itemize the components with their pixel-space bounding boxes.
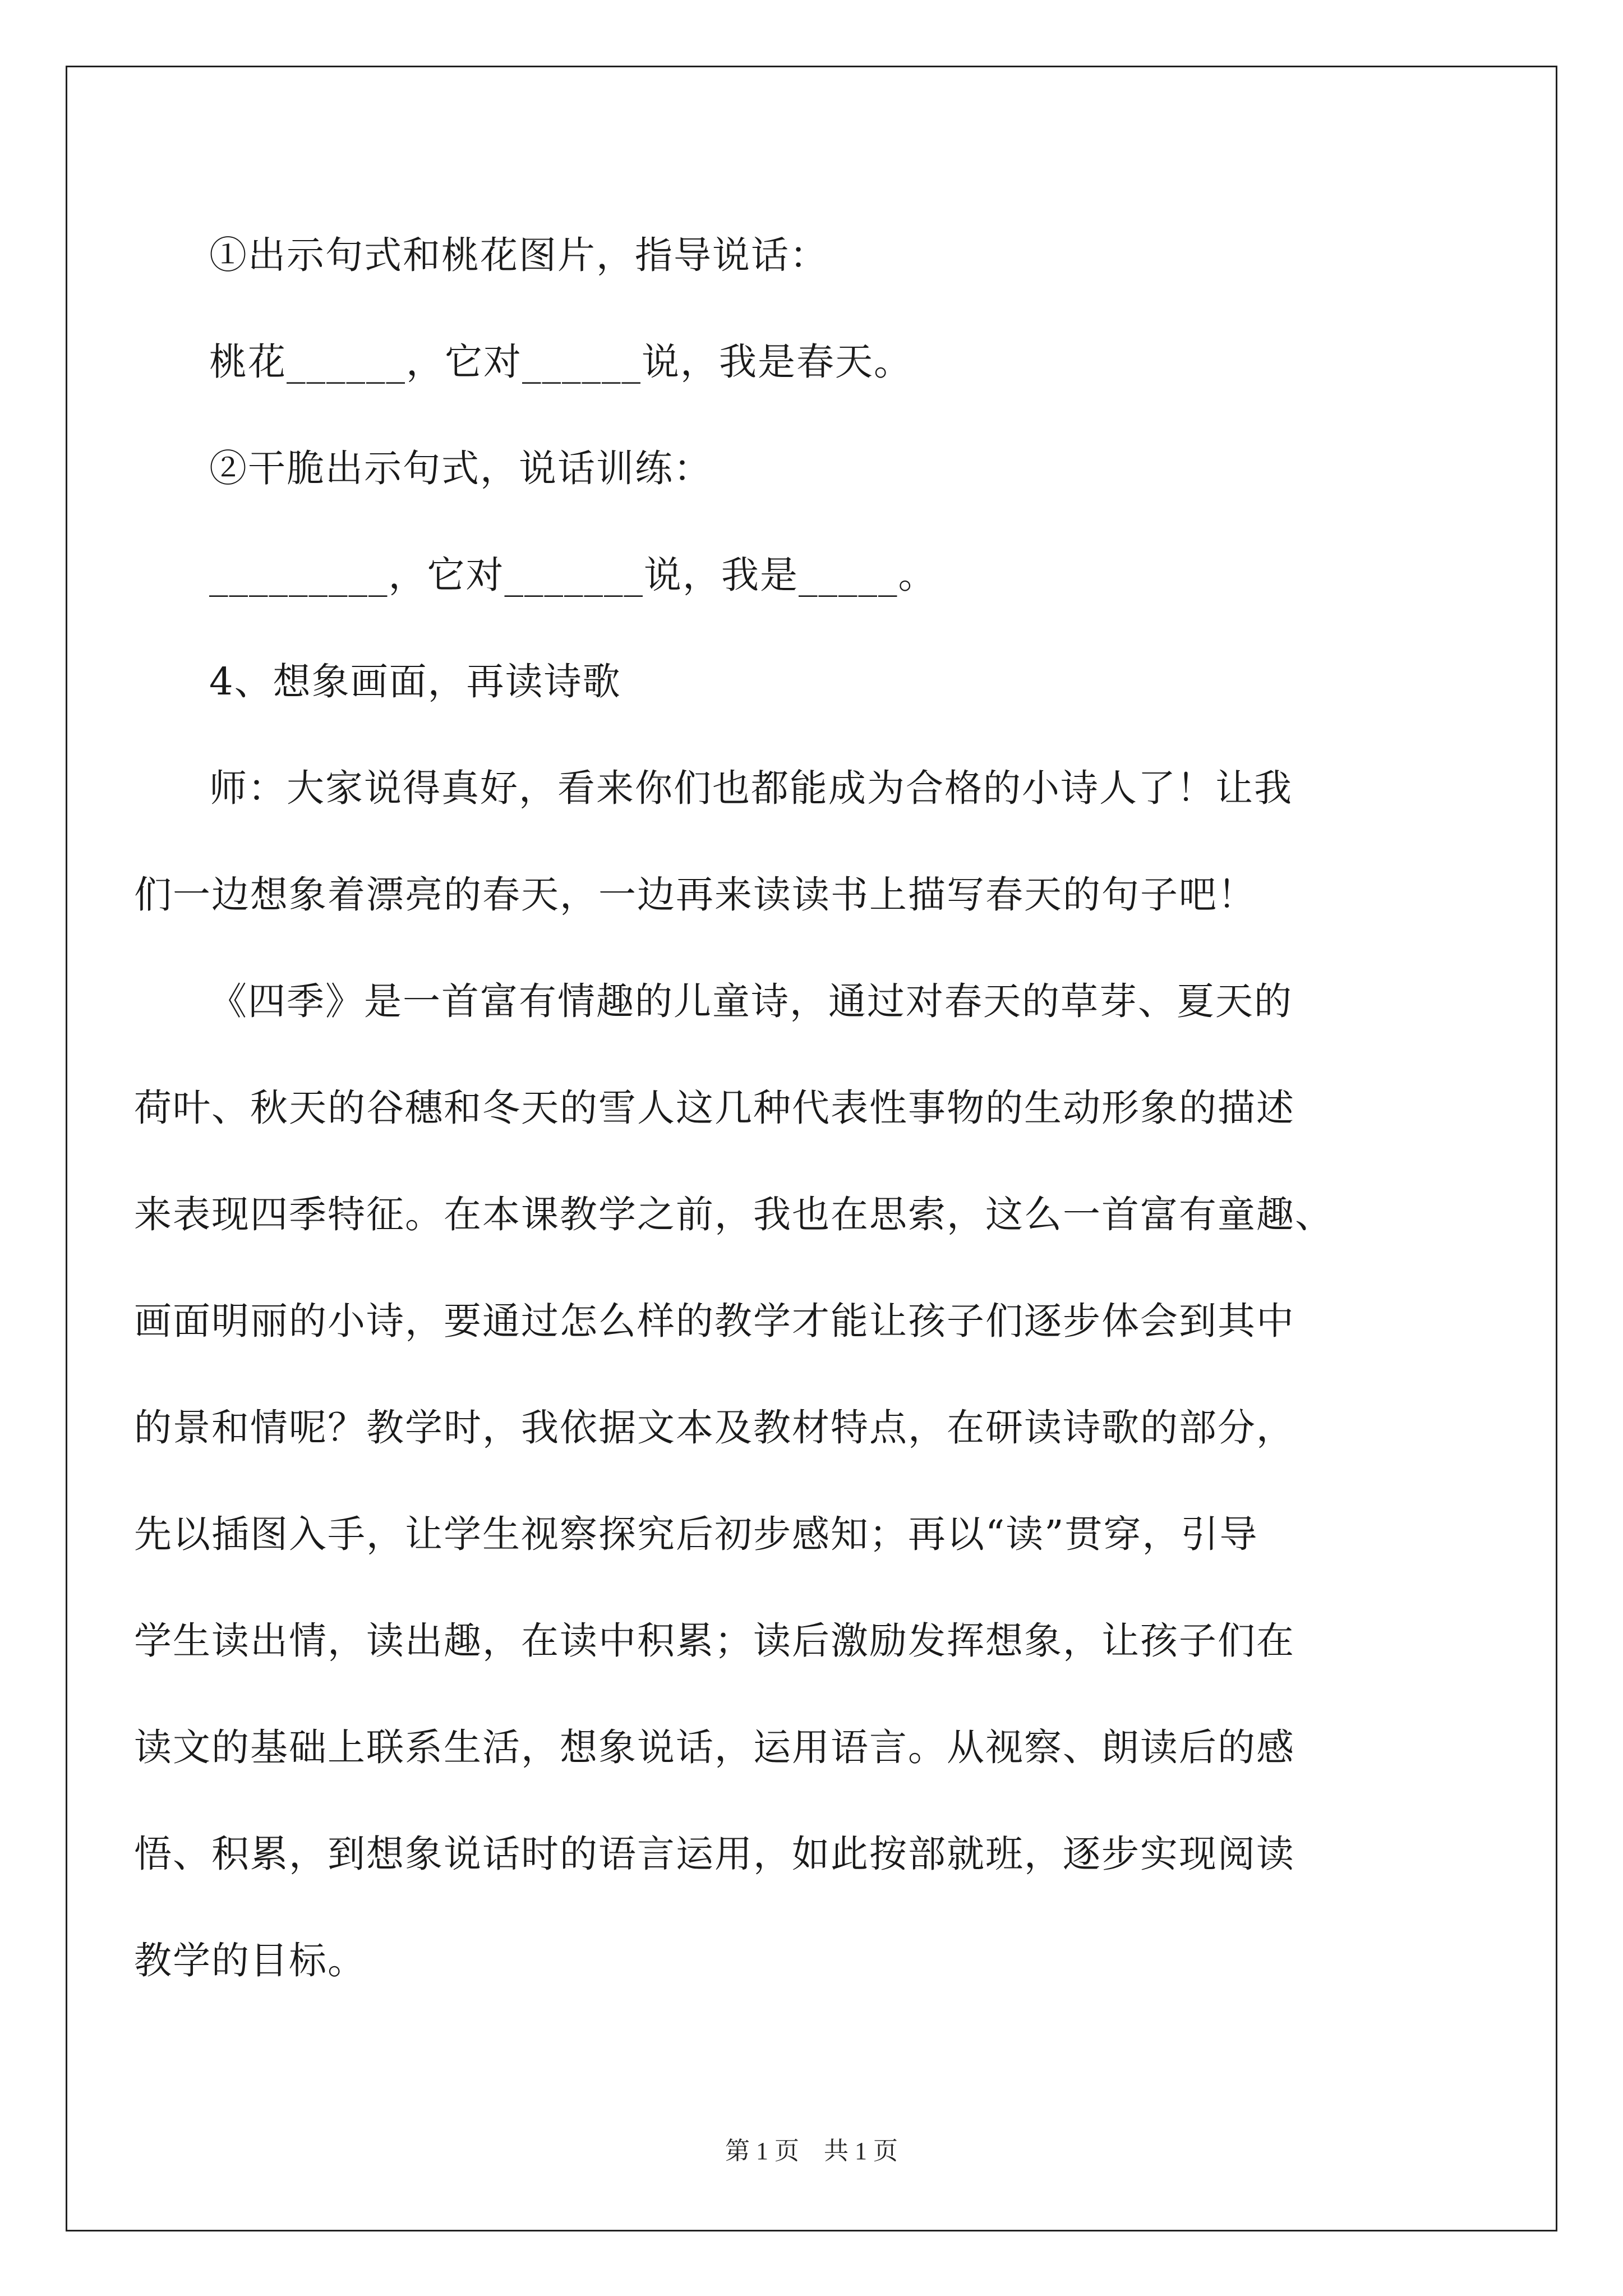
paragraph-line: ②干脆出示句式，说话训练：: [209, 447, 712, 490]
paragraph-line: _________，它对_______说，我是_____。: [209, 553, 937, 597]
paragraph-line: 来表现四季特征。在本课教学之前，我也在思索，这么一首富有童趣、: [134, 1193, 1334, 1236]
paragraph-line: 学生读出情，读出趣，在读中积累；读后激励发挥想象，让孩子们在: [134, 1619, 1295, 1663]
paragraph-line: 悟、积累，到想象说话时的语言运用，如此按部就班，逐步实现阅读: [134, 1832, 1295, 1876]
paragraph-line: 师：大家说得真好，看来你们也都能成为合格的小诗人了！让我: [209, 766, 1293, 810]
paragraph-line: 读文的基础上联系生活，想象说话，运用语言。从视察、朗读后的感: [134, 1726, 1295, 1769]
section-heading: 4、想象画面，再读诗歌: [209, 660, 621, 703]
paragraph-line: 画面明丽的小诗，要通过怎么样的教学才能让孩子们逐步体会到其中: [134, 1299, 1295, 1343]
paragraph-line: 先以插图入手，让学生视察探究后初步感知；再以“读”贯穿，引导: [134, 1512, 1258, 1556]
paragraph-line: 教学的目标。: [134, 1939, 366, 1982]
paragraph-line: 荷叶、秋天的谷穗和冬天的雪人这几种代表性事物的生动形象的描述: [134, 1086, 1295, 1130]
paragraph-line: 桃花______，它对______说，我是春天。: [209, 340, 912, 384]
page-number-footer: 第 1 页 共 1 页: [725, 2137, 898, 2165]
paragraph-line: 们一边想象着漂亮的春天，一边再来读读书上描写春天的句子吧！: [134, 873, 1256, 917]
page-border: [66, 66, 1557, 2231]
paragraph-line: 《四季》是一首富有情趣的儿童诗，通过对春天的草芽、夏天的: [209, 979, 1293, 1023]
paragraph-line: 的景和情呢？教学时，我依据文本及教材特点，在研读诗歌的部分，: [134, 1406, 1295, 1450]
paragraph-line: ①出示句式和桃花图片，指导说话：: [209, 233, 828, 277]
